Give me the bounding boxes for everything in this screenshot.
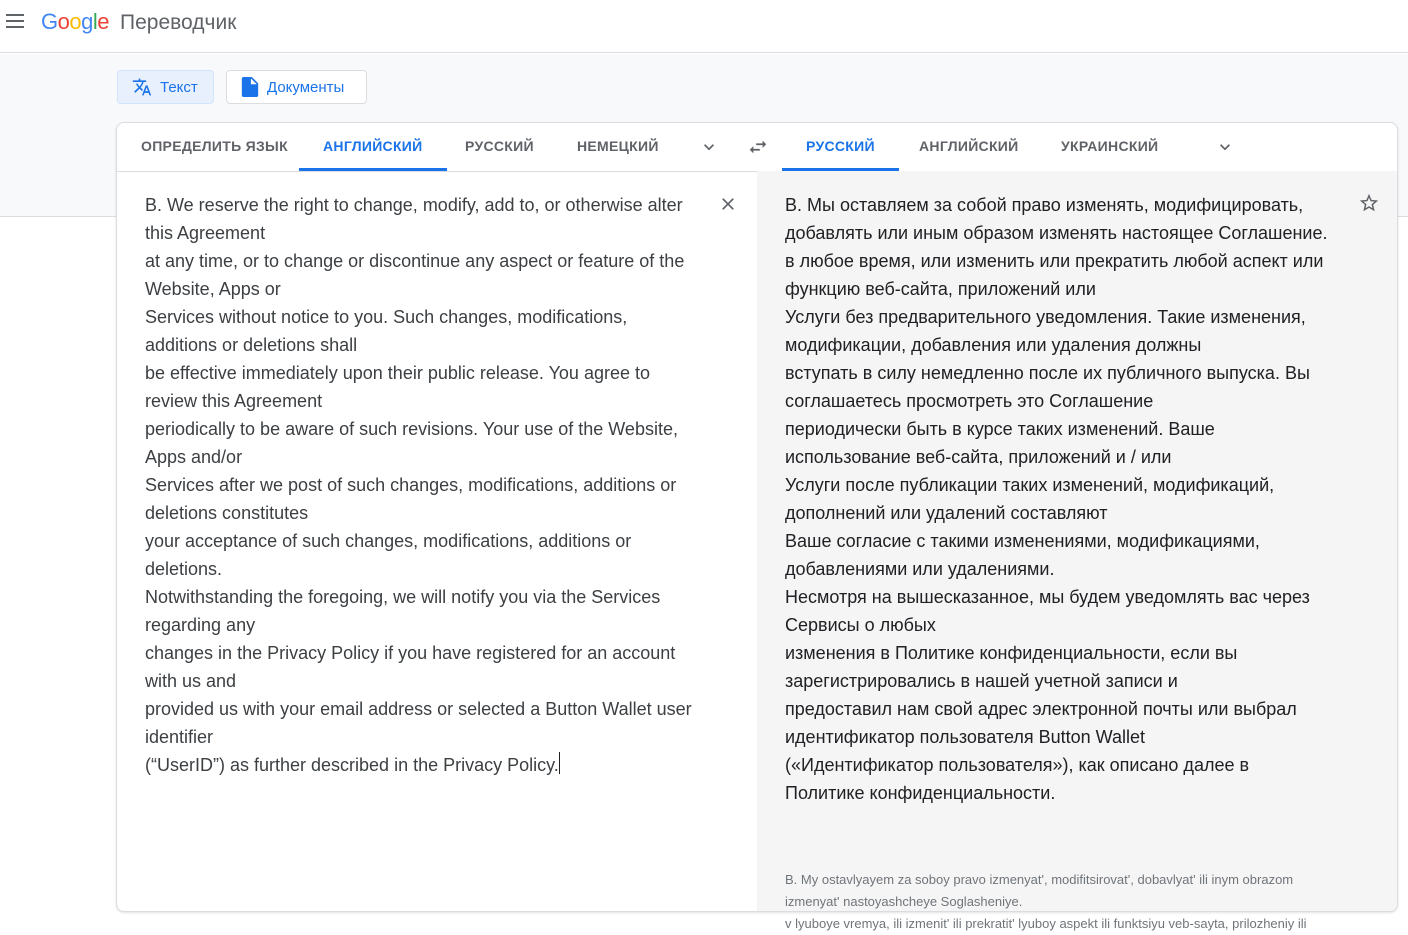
documents-mode-label: Документы [267, 78, 345, 96]
translated-text: B. Мы оставляем за собой право изменять, модифицировать, добавлять или иным образом изменять настоящее Соглашение. в любое время, или изменить или прекратить любой аспект или функцию веб-сайта, приложений или Услуги без предварительного уведомления. Такие изменения, модификации, добавления или удаления должны вступать в силу немедленно после их публичного выпуска. Вы соглашаетесь просмотреть это Соглашение периодически быть в курсе таких изменений. Ваше использование веб-сайта, приложений и / или Услуги после публикации таких изменений, модификаций, дополнений или удалений составляют Ваше согласие с такими изменениями, модификациями, добавлениями или удалениями. Несмотря на вышесказанное, мы будем уведомлять вас через Сервисы о любых изменения в Политике конфиденциальности, если вы зарегистрировались в нашей учетной записи и предоставил нам свой адрес электронной почты или выбрал идентификатор пользователя Button Wallet («Идентификатор пользователя»), как описано далее в Политике конфиденциальности. [785, 195, 1328, 803]
swap-languages-icon[interactable] [747, 136, 769, 158]
app-name: Переводчик [120, 11, 237, 34]
source-text: B. We reserve the right to change, modify, add to, or otherwise alter this Agreement at any time, or to change or discontinue any aspect or feature of the Website, Apps or Services without notice to you. Such changes, modifications, additions or deletions shall be effective immediately upon their public release. You agree to review this Agreement periodically to be aware of such revisions. Your use of the Website, Apps and/or Services after we post of such changes, modifications, additions or deletions constitutes your acceptance of such changes, modifications, additions or deletions. Notwithstanding the foregoing, we will notify you via the Services regarding any changes in the Privacy Policy if you have registered for an account with us and provided us with your email address or selected a Button Wallet user identifier (“UserID”) as further described in the Privacy Policy. [145, 195, 692, 775]
text-mode-button[interactable] [117, 70, 214, 104]
source-more-languages-icon[interactable] [699, 137, 719, 157]
save-translation-star-icon[interactable] [1358, 192, 1380, 214]
logo-letter-o1: o [57, 9, 70, 34]
tab-source-english[interactable]: АНГЛИЙСКИЙ [323, 123, 423, 170]
tab-target-ukrainian[interactable]: УКРАИНСКИЙ [1061, 138, 1159, 154]
logo-letter-e: e [97, 9, 110, 34]
tab-target-english[interactable]: АНГЛИЙСКИЙ [919, 138, 1019, 154]
logo-letter-l: l [92, 9, 98, 34]
documents-mode-button[interactable] [226, 70, 367, 104]
app-header [0, 0, 1408, 53]
tab-source-russian[interactable]: РУССКИЙ [465, 138, 534, 154]
source-text-input[interactable] [145, 191, 705, 779]
logo-letter-g: G [41, 9, 58, 34]
language-bar [117, 123, 1397, 172]
translate-icon [132, 77, 152, 97]
main-menu-icon[interactable] [6, 14, 24, 28]
tab-target-russian[interactable]: РУССКИЙ [806, 123, 875, 170]
target-more-languages-icon[interactable] [1215, 137, 1235, 157]
tab-source-german[interactable]: НЕМЕЦКИЙ [577, 138, 659, 154]
transliteration-text: B. My ostavlyayem za soboy pravo izmenyat', modifitsirovat', dobavlyat' ili inym obrazom izmenyat' nastoyashcheye Soglasheniye. v lyuboye vremya, ili izmenit' ili prekratit' lyuboy aspekt ili funktsiyu veb-sayta, prilozheniy ili [785, 872, 1307, 931]
google-logo[interactable] [41, 9, 109, 35]
logo-letter-g2: g [81, 9, 93, 34]
clear-source-text-icon[interactable] [718, 194, 738, 214]
target-pane [757, 171, 1397, 931]
tab-detect-language[interactable]: ОПРЕДЕЛИТЬ ЯЗЫК [141, 138, 288, 154]
logo-letter-o2: o [69, 9, 82, 34]
translation-card [116, 122, 1398, 931]
text-cursor [559, 752, 560, 774]
text-mode-label: Текст [160, 78, 198, 96]
source-pane [117, 171, 757, 911]
document-icon [241, 77, 259, 97]
